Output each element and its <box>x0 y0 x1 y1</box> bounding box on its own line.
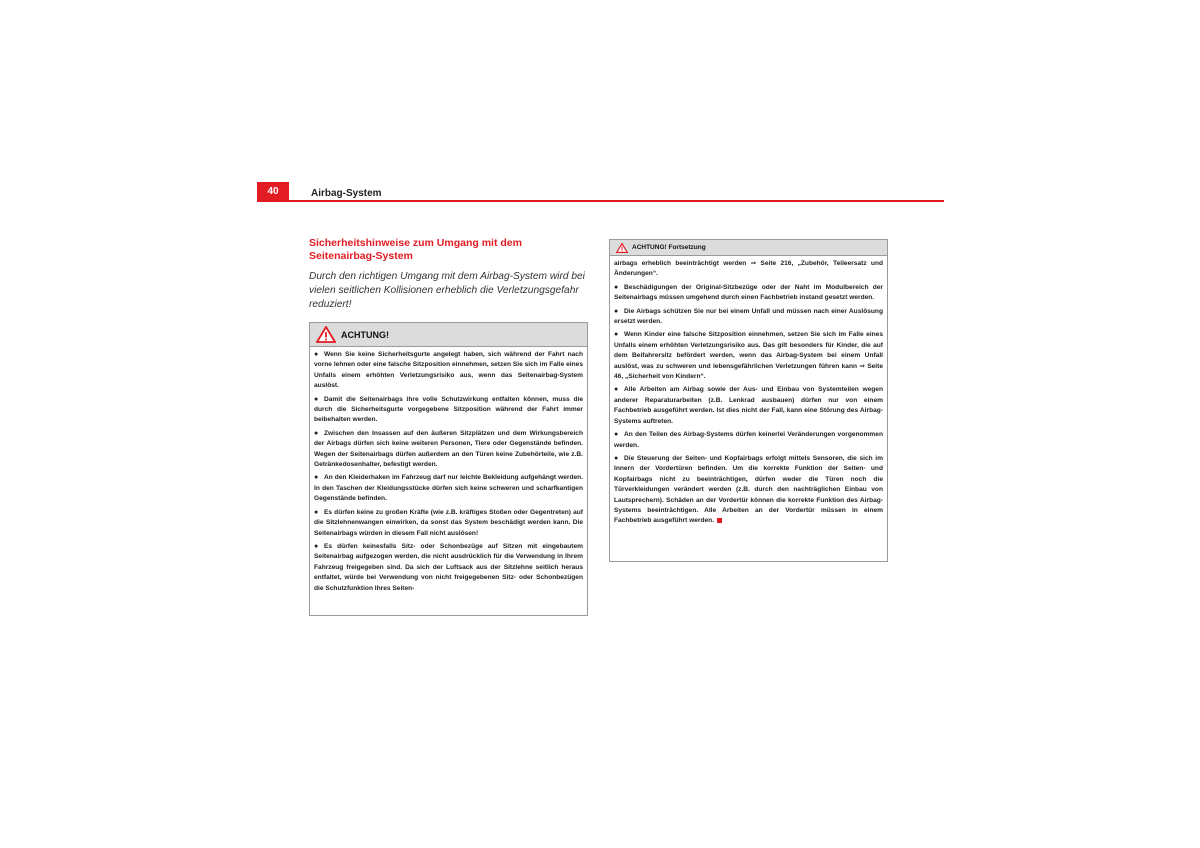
warning-item-text: Die Airbags schützen Sie nur bei einem Unfall und müssen nach einer Auslösung ersetzt werden. <box>614 307 883 326</box>
warning-label: ACHTUNG! <box>341 329 389 340</box>
warning-item <box>614 454 883 527</box>
header-title: Airbag-System <box>311 188 382 199</box>
warning-item-text: An den Kleiderhaken im Fahrzeug darf nur leichte Bekleidung aufgehängt werden. In den Taschen der Kleidungsstücke dürfen sich keine schweren und scharfkantigen Gegenstände befinden. <box>314 474 583 503</box>
warning-item <box>314 508 583 539</box>
bullet-icon: ● <box>314 395 319 403</box>
warning-item <box>614 385 883 427</box>
warning-item-text: Es dürfen keinesfalls Sitz- oder Schonbezüge auf Sitzen mit eingebautem Seitenairbag aufgezogen werden, die nicht ausdrücklich für die Verwendung in Ihrem Fahrzeug freigegeben sind. Da sich der Luftsack aus der Sitzlehne seitlich heraus entfaltet, würde bei Verwendung von nicht freigegebenen Sitz- oder Schonbezügen die Schutzfunktion Ihres Seiten- <box>314 542 583 592</box>
warning-item <box>314 395 583 426</box>
warning-item-text: Damit die Seitenairbags ihre volle Schutzwirkung entfalten können, muss die durch die Sicherheitsgurte vorgegebene Sitzposition während der Fahrt immer beibehalten werden. <box>314 395 583 424</box>
warning-header <box>310 323 587 347</box>
bullet-icon: ● <box>314 474 319 482</box>
warning-label: ACHTUNG! Fortsetzung <box>632 244 706 251</box>
bullet-icon: ● <box>614 283 619 291</box>
warning-item <box>614 307 883 328</box>
warning-item <box>314 429 583 471</box>
warning-item-text: Alle Arbeiten am Airbag sowie der Aus- und Einbau von Systemteilen wegen anderer Reparaturarbeiten (z.B. Lenkrad ausbauen) dürfen nur von einem Fachbetrieb ausgeführt werden. Ist dies nicht der Fall, kann eine Störung des Airbag-Systems auftreten. <box>614 386 883 425</box>
warning-triangle-icon <box>616 243 628 253</box>
warning-item <box>614 283 883 304</box>
warning-item-text: Wenn Kinder eine falsche Sitzposition einnehmen, setzen Sie sich im Falle eines Unfalls einem erhöhten Verletzungsrisiko aus. Das gilt besonders für Kinder, die auf dem Beifahrersitz befördert werden, wenn das Airbag-System bei einem Unfall auslöst, was zu schweren und lebensgefährlichen Verletzungen führen kann ⇒ Seite 46, „Sicherheit von Kindern“. <box>614 331 883 381</box>
warning-item <box>314 473 583 504</box>
bullet-icon: ● <box>614 454 619 462</box>
warning-item-text: An den Teilen des Airbag-Systems dürfen keinerlei Veränderungen vorgenommen werden. <box>614 431 883 449</box>
warning-item-text: Zwischen den Insassen auf den äußeren Sitzplätzen und dem Wirkungsbereich der Airbags dürfen sich keine weiteren Personen, Tiere oder Gegenstände befinden. Wegen der Seitenairbags dürfen außerdem an den Türen keine Zubehörteile, wie z.B. Getränkedosenhalter, befestigt werden. <box>314 429 583 469</box>
bullet-icon: ● <box>314 542 319 550</box>
warning-body <box>310 347 587 594</box>
warning-item <box>314 542 583 594</box>
end-mark-icon <box>717 518 722 523</box>
warning-box-left <box>309 322 588 616</box>
header-rule <box>257 200 944 202</box>
warning-header-continued <box>610 240 887 256</box>
warning-box-right <box>609 239 888 562</box>
warning-item-text: Beschädigungen der Original-Sitzbezüge oder der Naht im Modulbereich der Seitenairbags müssen umgehend durch einen Fachbetrieb instand gesetzt werden. <box>614 283 883 302</box>
bullet-icon: ● <box>314 429 319 437</box>
bullet-icon: ● <box>614 386 619 394</box>
warning-item <box>314 350 583 392</box>
bullet-icon: ● <box>614 331 619 339</box>
section-title: Sicherheitshinweise zum Umgang mit dem Seitenairbag-System <box>309 237 522 262</box>
warning-item <box>614 330 883 382</box>
bullet-icon: ● <box>614 307 619 315</box>
page-number: 40 <box>257 182 289 201</box>
warning-item-text: Es dürfen keine zu großen Kräfte (wie z.B. kräftiges Stoßen oder Gegentreten) auf die Sitzlehnenwangen einwirken, da sonst das System beschädigt werden kann. Die Seitenairbags würden in diesem Fall nicht auslösen! <box>314 508 583 537</box>
warning-item <box>614 430 883 451</box>
intro-text: Durch den richtigen Umgang mit dem Airbag-System wird bei vielen seitlichen Kollisionen erheblich die Verletzungsgefahr reduziert! <box>309 271 585 310</box>
warning-item-text: Wenn Sie keine Sicherheitsgurte angelegt haben, sich während der Fahrt nach vorne lehnen oder eine falsche Sitzposition einnehmen, setzen Sie sich im Falle eines Unfalls einem erhöhten Verletzungsrisiko aus, wenn das Seitenairbag-System auslöst. <box>314 351 583 390</box>
warning-body <box>610 256 887 527</box>
warning-item-text: Die Steuerung der Seiten- und Kopfairbags erfolgt mittels Sensoren, die sich im Innern der Vordertüren befinden. Um die korrekte Funktion der Seiten- und Kopfairbags nicht zu beeinträchtigen, dürfen weder die Türen noch die Türverkleidungen verändert werden (z.B. durch den nachträglichen Einbau von Lautsprechern). Schäden an der Vordertür können die korrekte Funktion des Airbag-Systems beeinträchtigen. Alle Arbeiten an der Vordertür müssen in einem Fachbetrieb ausgeführt werden. <box>614 454 883 525</box>
bullet-icon: ● <box>614 431 619 439</box>
bullet-icon: ● <box>314 351 319 358</box>
warning-continuation: airbags erheblich beeinträchtigt werden ⇒ Seite 216, „Zubehör, Teileersatz und Änderungen“. <box>614 260 883 278</box>
warning-triangle-icon <box>316 326 336 343</box>
bullet-icon: ● <box>314 508 319 516</box>
